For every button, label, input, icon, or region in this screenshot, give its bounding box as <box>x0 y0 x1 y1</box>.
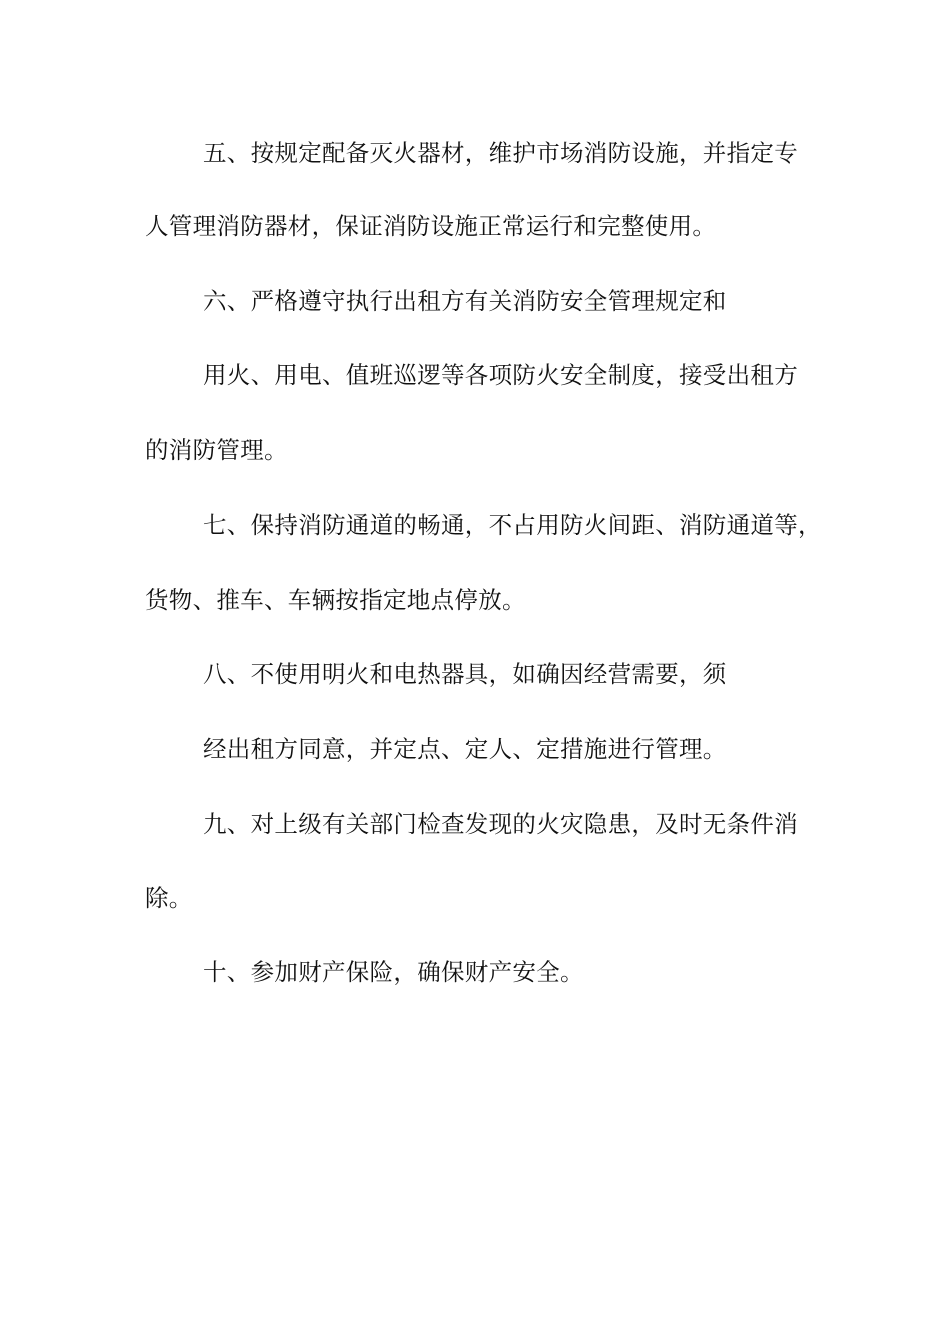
text-line: 用火、用电、值班巡逻等各项防火安全制度，接受出租方 <box>203 361 798 389</box>
text-line: 七、保持消防通道的畅通，不占用防火间距、消防通道等， <box>203 511 822 539</box>
text-line: 人管理消防器材，保证消防设施正常运行和完整使用。 <box>145 212 717 240</box>
text-line: 的消防管理。 <box>145 436 288 464</box>
text-line: 货物、推车、车辆按指定地点停放。 <box>145 586 526 614</box>
text-line: 八、不使用明火和电热器具，如确因经营需要，须 <box>203 660 727 688</box>
text-line: 十、参加财产保险，确保财产安全。 <box>203 958 584 986</box>
text-line: 除。 <box>145 884 193 912</box>
text-line: 九、对上级有关部门检查发现的火灾隐患，及时无条件消 <box>203 810 798 838</box>
text-line: 六、严格遵守执行出租方有关消防安全管理规定和 <box>203 287 727 315</box>
text-line: 五、按规定配备灭火器材，维护市场消防设施，并指定专 <box>203 139 798 167</box>
text-line: 经出租方同意，并定点、定人、定措施进行管理。 <box>203 735 727 763</box>
